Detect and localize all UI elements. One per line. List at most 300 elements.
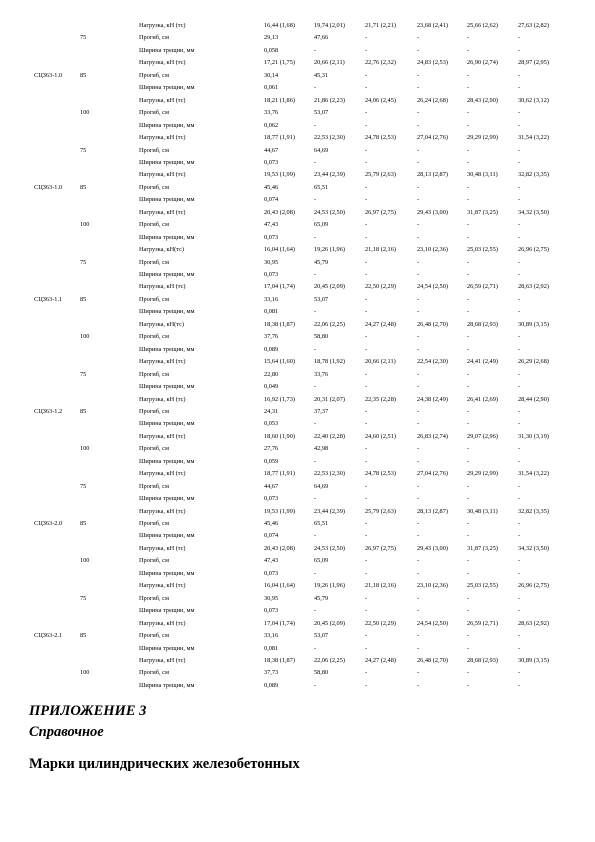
row-value: -	[518, 594, 521, 602]
row-parameter: Прогиб, см	[139, 146, 169, 154]
row-value: 0,073	[264, 569, 279, 577]
row-value: 27,04 (2,76)	[417, 134, 448, 142]
row-value: -	[417, 109, 420, 117]
row-value: 24,54 (2,50)	[417, 283, 448, 291]
table-row	[0, 344, 595, 356]
row-value: -	[314, 383, 317, 391]
row-value: 24,27 (2,48)	[365, 656, 396, 664]
row-parameter: Ширина трещин, мм	[139, 420, 195, 428]
row-value: -	[467, 233, 470, 241]
row-value: 23,68 (2,41)	[417, 22, 448, 29]
row-value: 19,26 (1,96)	[314, 246, 345, 254]
row-diameter: 75	[80, 34, 87, 42]
row-value: -	[417, 383, 420, 391]
row-value: 0,073	[264, 271, 279, 278]
row-value: 28,43 (2,90)	[467, 96, 498, 104]
row-value: 30,48 (3,11)	[467, 171, 498, 179]
row-value: -	[518, 196, 521, 204]
row-value: -	[518, 34, 521, 42]
table-row	[0, 95, 595, 107]
row-value: 64,69	[314, 482, 329, 490]
row-value: 24,54 (2,50)	[417, 619, 448, 627]
row-value: 18,38 (1,87)	[264, 320, 295, 328]
row-parameter: Ширина трещин, мм	[139, 644, 195, 652]
row-value: -	[467, 594, 470, 602]
row-value: -	[467, 158, 470, 166]
row-value: -	[417, 295, 420, 303]
row-parameter: Ширина трещин, мм	[139, 84, 195, 92]
row-parameter: Прогиб, см	[139, 482, 169, 490]
row-value: -	[417, 271, 420, 278]
table-row	[0, 57, 595, 69]
row-value: 27,76	[264, 445, 279, 453]
row-value: -	[467, 271, 470, 278]
row-value: 24,53 (2,50)	[314, 544, 345, 552]
row-value: 45,79	[314, 594, 329, 602]
row-value: -	[314, 308, 317, 316]
row-value: 27,63 (2,82)	[518, 22, 549, 29]
row-value: 22,54 (2,30)	[417, 358, 448, 366]
row-value: -	[417, 445, 420, 453]
row-value: 30,89 (3,15)	[518, 320, 549, 328]
table-row	[0, 369, 595, 381]
row-value: -	[518, 457, 521, 465]
row-value: 22,53 (2,30)	[314, 134, 345, 142]
row-value: -	[467, 333, 470, 341]
row-value: -	[417, 183, 420, 191]
row-parameter: Прогиб, см	[139, 109, 169, 117]
row-parameter: Прогиб, см	[139, 407, 169, 415]
row-value: -	[467, 258, 470, 266]
row-value: 65,51	[314, 183, 329, 191]
row-value: -	[365, 520, 368, 527]
row-value: 24,27 (2,48)	[365, 320, 396, 328]
table-row	[0, 257, 595, 269]
row-parameter: Нагрузка, кН (тс)	[139, 507, 186, 515]
row-value: 47,43	[264, 221, 279, 229]
row-value: 24,31	[264, 407, 279, 415]
row-value: -	[467, 495, 470, 503]
row-parameter: Ширина трещин, мм	[139, 532, 195, 540]
row-parameter: Прогиб, см	[139, 370, 169, 378]
row-value: 26,59 (2,71)	[467, 283, 498, 291]
row-value: -	[518, 420, 521, 428]
row-value: 0,073	[264, 495, 279, 503]
row-value: -	[467, 71, 470, 79]
row-value: 17,04 (1,74)	[264, 283, 295, 291]
table-row	[0, 132, 595, 144]
table-row	[0, 32, 595, 44]
row-value: 23,10 (2,36)	[417, 582, 448, 590]
row-value: -	[417, 34, 420, 42]
row-value: -	[417, 146, 420, 154]
row-parameter: Нагрузка, кН (тс)	[139, 96, 186, 104]
row-value: -	[467, 445, 470, 453]
table-row	[0, 667, 595, 679]
row-value: -	[467, 632, 470, 640]
row-value: 21,18 (2,16)	[365, 582, 396, 590]
row-parameter: Прогиб, см	[139, 594, 169, 602]
row-parameter: Прогиб, см	[139, 669, 169, 677]
row-value: -	[467, 420, 470, 428]
row-value: -	[518, 271, 521, 278]
row-value: -	[417, 196, 420, 204]
row-diameter: 100	[80, 221, 90, 229]
row-value: -	[365, 109, 368, 117]
row-value: -	[417, 345, 420, 353]
row-value: 19,26 (1,96)	[314, 582, 345, 590]
row-value: -	[518, 407, 521, 415]
row-mark: СЦЗ63-2.1	[34, 632, 63, 640]
row-value: -	[518, 109, 521, 117]
row-parameter: Нагрузка, кН(тс)	[139, 320, 184, 328]
row-value: -	[314, 532, 317, 540]
row-value: 28,68 (2,93)	[467, 656, 498, 664]
row-value: -	[467, 532, 470, 540]
row-value: 0,049	[264, 383, 279, 391]
row-value: 27,04 (2,76)	[417, 470, 448, 478]
row-value: -	[467, 183, 470, 191]
row-value: -	[365, 233, 368, 241]
appendix-subtitle: Справочное	[29, 724, 104, 740]
row-value: -	[417, 71, 420, 79]
row-value: 0,073	[264, 158, 279, 166]
row-value: -	[365, 258, 368, 266]
row-value: -	[467, 383, 470, 391]
row-value: -	[518, 233, 521, 241]
table-row	[0, 145, 595, 157]
row-value: -	[518, 383, 521, 391]
row-value: 26,24 (2,68)	[417, 96, 448, 104]
row-value: 0,074	[264, 196, 279, 204]
row-value: 24,53 (2,50)	[314, 208, 345, 216]
row-value: 18,21 (1,86)	[264, 96, 295, 104]
row-value: 22,06 (2,25)	[314, 656, 345, 664]
row-value: 22,80	[264, 370, 279, 378]
row-value: -	[314, 158, 317, 166]
row-value: -	[518, 607, 521, 615]
table-row	[0, 406, 595, 418]
row-value: 65,51	[314, 520, 329, 527]
row-value: 28,13 (2,87)	[417, 171, 448, 179]
row-value: -	[518, 532, 521, 540]
row-value: -	[365, 196, 368, 204]
row-value: -	[417, 121, 420, 129]
row-value: 45,46	[264, 183, 279, 191]
row-mark: СЦЗ63-1.0	[34, 71, 63, 79]
row-value: 58,80	[314, 669, 329, 677]
row-value: 44,67	[264, 146, 279, 154]
row-value: -	[518, 333, 521, 341]
row-parameter: Нагрузка, кН (тс)	[139, 358, 186, 366]
appendix-heading: Марки цилиндрических железобетонных	[29, 756, 300, 772]
row-parameter: Прогиб, см	[139, 71, 169, 79]
row-value: 22,53 (2,30)	[314, 470, 345, 478]
row-value: 0,081	[264, 308, 279, 316]
row-value: -	[314, 607, 317, 615]
row-value: -	[365, 569, 368, 577]
row-value: 20,43 (2,08)	[264, 208, 295, 216]
row-value: -	[467, 34, 470, 42]
row-diameter: 85	[80, 183, 87, 191]
row-value: 28,63 (2,92)	[518, 619, 549, 627]
row-value: 18,77 (1,91)	[264, 134, 295, 142]
row-diameter: 85	[80, 295, 87, 303]
row-value: -	[365, 420, 368, 428]
row-value: -	[417, 644, 420, 652]
row-mark: СЦЗ63-1.0	[34, 183, 63, 191]
row-value: -	[467, 221, 470, 229]
row-value: 20,66 (2,11)	[365, 358, 396, 366]
row-value: 26,41 (2,69)	[467, 395, 498, 403]
row-value: 33,16	[264, 295, 279, 303]
row-value: -	[518, 183, 521, 191]
row-value: 24,78 (2,53)	[365, 470, 396, 478]
row-parameter: Ширина трещин, мм	[139, 607, 195, 615]
row-value: 17,21 (1,75)	[264, 59, 295, 67]
row-mark: СЦЗ63-1.1	[34, 295, 63, 303]
row-value: 26,97 (2,75)	[365, 544, 396, 552]
row-value: -	[314, 121, 317, 129]
row-value: -	[467, 345, 470, 353]
table-row	[0, 232, 595, 244]
row-value: 18,38 (1,87)	[264, 656, 295, 664]
row-value: 47,43	[264, 557, 279, 565]
row-value: -	[314, 271, 317, 278]
row-value: -	[518, 71, 521, 79]
row-value: -	[365, 594, 368, 602]
row-value: 18,77 (1,91)	[264, 470, 295, 478]
row-value: 32,82 (3,35)	[518, 171, 549, 179]
row-value: -	[518, 370, 521, 378]
row-diameter: 75	[80, 370, 87, 378]
row-value: -	[518, 569, 521, 577]
row-value: 31,54 (3,22)	[518, 470, 549, 478]
row-value: 22,06 (2,25)	[314, 320, 345, 328]
row-value: -	[365, 308, 368, 316]
row-parameter: Прогиб, см	[139, 34, 169, 42]
row-value: 33,16	[264, 632, 279, 640]
row-value: -	[467, 569, 470, 577]
row-parameter: Нагрузка, кН (тс)	[139, 22, 186, 29]
table-row	[0, 20, 595, 32]
row-value: -	[365, 121, 368, 129]
table-row	[0, 555, 595, 567]
row-value: -	[365, 221, 368, 229]
row-value: 29,43 (3,00)	[417, 544, 448, 552]
table-row	[0, 381, 595, 393]
row-value: 22,50 (2,29)	[365, 283, 396, 291]
row-value: -	[518, 557, 521, 565]
row-value: -	[365, 457, 368, 465]
row-value: 19,53 (1,99)	[264, 171, 295, 179]
table-row	[0, 643, 595, 655]
row-value: -	[365, 183, 368, 191]
row-value: 20,31 (2,07)	[314, 395, 345, 403]
row-value: -	[417, 482, 420, 490]
row-value: 21,71 (2,21)	[365, 22, 396, 29]
row-value: -	[365, 669, 368, 677]
row-value: 24,06 (2,45)	[365, 96, 396, 104]
table-row	[0, 680, 595, 692]
row-value: -	[518, 308, 521, 316]
row-value: -	[518, 445, 521, 453]
row-value: 0,062	[264, 121, 279, 129]
row-diameter: 85	[80, 520, 87, 527]
row-parameter: Прогиб, см	[139, 333, 169, 341]
table-row	[0, 543, 595, 555]
row-parameter: Ширина трещин, мм	[139, 308, 195, 316]
row-value: -	[518, 146, 521, 154]
row-value: -	[467, 196, 470, 204]
row-diameter: 85	[80, 71, 87, 79]
row-value: -	[518, 669, 521, 677]
row-value: 29,43 (3,00)	[417, 208, 448, 216]
row-parameter: Ширина трещин, мм	[139, 121, 195, 129]
row-parameter: Нагрузка, кН (тс)	[139, 208, 186, 216]
row-parameter: Ширина трещин, мм	[139, 383, 195, 391]
row-value: -	[314, 233, 317, 241]
row-value: -	[417, 158, 420, 166]
row-parameter: Нагрузка, кН (тс)	[139, 582, 186, 590]
table-row	[0, 518, 595, 530]
row-value: -	[417, 420, 420, 428]
row-value: -	[365, 34, 368, 42]
row-value: 20,66 (2,11)	[314, 59, 345, 67]
row-value: -	[467, 669, 470, 677]
row-value: -	[314, 84, 317, 92]
row-parameter: Прогиб, см	[139, 295, 169, 303]
row-value: 21,86 (2,23)	[314, 96, 345, 104]
row-value: 23,44 (2,39)	[314, 507, 345, 515]
row-value: 24,60 (2,51)	[365, 432, 396, 440]
row-value: 65,09	[314, 557, 329, 565]
table-row	[0, 394, 595, 406]
row-value: 23,44 (2,39)	[314, 171, 345, 179]
row-value: -	[518, 221, 521, 229]
row-value: -	[365, 271, 368, 278]
row-value: -	[417, 632, 420, 640]
row-value: 0,061	[264, 84, 279, 92]
row-value: -	[417, 46, 420, 54]
row-parameter: Нагрузка, кН (тс)	[139, 432, 186, 440]
row-parameter: Ширина трещин, мм	[139, 196, 195, 204]
row-value: -	[518, 681, 521, 689]
row-parameter: Прогиб, см	[139, 632, 169, 640]
row-value: -	[467, 644, 470, 652]
row-mark: СЦЗ63-2.0	[34, 520, 63, 527]
row-diameter: 75	[80, 594, 87, 602]
table-row	[0, 356, 595, 368]
row-value: -	[467, 295, 470, 303]
row-value: -	[365, 407, 368, 415]
row-value: 45,46	[264, 520, 279, 527]
row-value: 16,92 (1,73)	[264, 395, 295, 403]
row-parameter: Нагрузка, кН (тс)	[139, 59, 186, 67]
row-value: 24,41 (2,49)	[467, 358, 498, 366]
row-value: 30,95	[264, 594, 279, 602]
row-value: 32,82 (3,35)	[518, 507, 549, 515]
row-value: 42,98	[314, 445, 329, 453]
row-value: -	[467, 557, 470, 565]
row-value: -	[365, 370, 368, 378]
row-value: -	[314, 345, 317, 353]
row-value: 29,13	[264, 34, 279, 42]
row-value: 18,60 (1,90)	[264, 432, 295, 440]
row-value: -	[365, 295, 368, 303]
table-row	[0, 306, 595, 318]
row-value: 0,089	[264, 345, 279, 353]
row-value: -	[365, 158, 368, 166]
row-value: 20,43 (2,08)	[264, 544, 295, 552]
row-parameter: Ширина трещин, мм	[139, 233, 195, 241]
row-value: -	[365, 146, 368, 154]
row-value: -	[467, 46, 470, 54]
row-value: 25,03 (2,55)	[467, 246, 498, 254]
row-value: 31,87 (3,25)	[467, 544, 498, 552]
row-value: 25,79 (2,63)	[365, 171, 396, 179]
row-parameter: Нагрузка, кН (тс)	[139, 656, 186, 664]
row-value: -	[365, 607, 368, 615]
row-parameter: Нагрузка, кН (тс)	[139, 544, 186, 552]
row-value: 23,10 (2,36)	[417, 246, 448, 254]
row-value: -	[417, 594, 420, 602]
row-diameter: 100	[80, 669, 90, 677]
row-value: 47,66	[314, 34, 329, 42]
row-parameter: Ширина трещин, мм	[139, 345, 195, 353]
row-value: -	[467, 84, 470, 92]
row-parameter: Прогиб, см	[139, 557, 169, 565]
row-value: -	[417, 569, 420, 577]
row-value: 33,76	[314, 370, 329, 378]
row-value: -	[314, 46, 317, 54]
row-value: 19,53 (1,99)	[264, 507, 295, 515]
row-value: -	[365, 71, 368, 79]
row-value: 30,14	[264, 71, 279, 79]
appendix-title: ПРИЛОЖЕНИЕ 3	[29, 703, 147, 719]
row-value: -	[417, 233, 420, 241]
row-value: -	[365, 333, 368, 341]
row-parameter: Ширина трещин, мм	[139, 569, 195, 577]
row-value: 0,053	[264, 420, 279, 428]
row-value: -	[467, 121, 470, 129]
row-parameter: Прогиб, см	[139, 258, 169, 266]
row-value: 29,07 (2,96)	[467, 432, 498, 440]
table-row	[0, 82, 595, 94]
row-value: 26,90 (2,74)	[467, 59, 498, 67]
table-row	[0, 319, 595, 331]
row-value: -	[365, 383, 368, 391]
row-value: 22,76 (2,32)	[365, 59, 396, 67]
table-row	[0, 443, 595, 455]
row-value: 28,13 (2,87)	[417, 507, 448, 515]
table-row	[0, 418, 595, 430]
row-value: -	[417, 333, 420, 341]
row-value: -	[518, 258, 521, 266]
row-value: 15,64 (1,60)	[264, 358, 295, 366]
table-row	[0, 493, 595, 505]
row-value: 26,97 (2,75)	[365, 208, 396, 216]
row-parameter: Ширина трещин, мм	[139, 495, 195, 503]
table-row	[0, 506, 595, 518]
row-value: 28,97 (2,95)	[518, 59, 549, 67]
row-value: -	[417, 557, 420, 565]
row-value: -	[518, 632, 521, 640]
row-value: 22,50 (2,29)	[365, 619, 396, 627]
row-value: -	[518, 482, 521, 490]
table-row	[0, 244, 595, 256]
row-parameter: Нагрузка, кН (тс)	[139, 619, 186, 627]
